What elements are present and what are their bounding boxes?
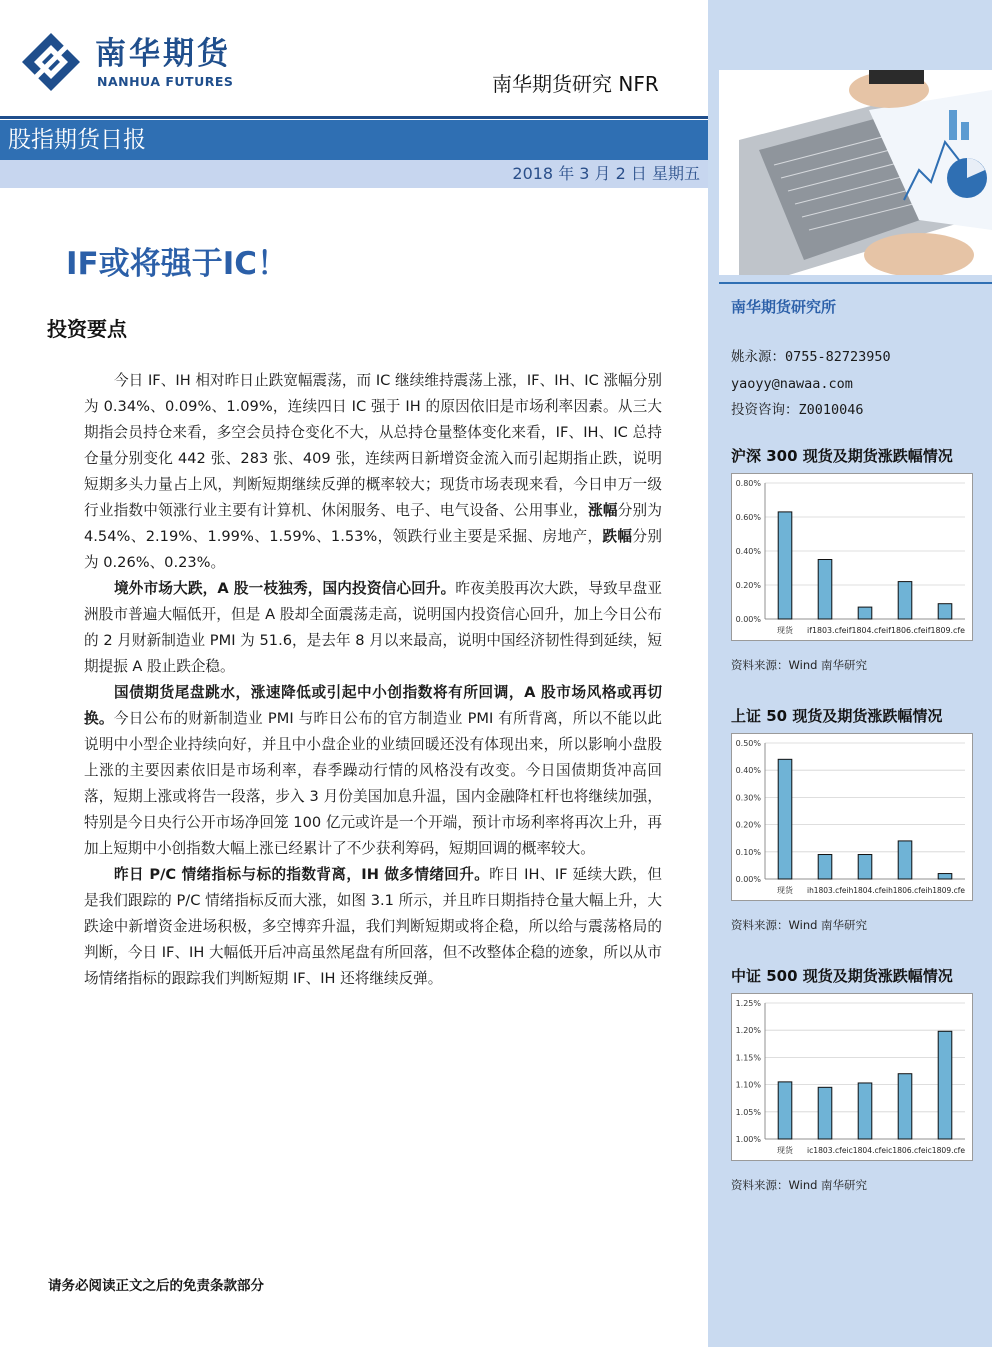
bar-if1809.cfe (938, 604, 952, 619)
y-tick-label: 0.30% (735, 793, 761, 803)
chart-source-zz500: 资料来源：Wind 南华研究 (731, 1178, 868, 1192)
chart-hs300 (731, 473, 973, 641)
y-tick-label: 0.20% (735, 581, 761, 590)
y-tick-label: 0.00% (735, 875, 761, 884)
sidebar-divider (719, 282, 992, 284)
report-title: 股指期货日报 (8, 127, 146, 153)
x-tick-label: 现货 (777, 1146, 793, 1155)
x-tick-label: 现货 (777, 886, 793, 895)
chart-zz500 (731, 993, 973, 1161)
bar-ic1806.cfe (898, 1074, 912, 1139)
logo-text-en: NANHUA FUTURES (97, 74, 234, 89)
x-tick-labels-contracts: ih1803.cfeih1804.cfeih1806.cfeih1809.cfe (807, 886, 966, 895)
chart-title-sz50: 上证 50 现货及期货涨跌幅情况 (731, 707, 943, 725)
y-tick-label: 0.10% (735, 847, 761, 857)
bar-ih1804.cfe (858, 855, 872, 879)
y-tick-label: 1.10% (735, 1080, 761, 1090)
bar-ic1804.cfe (858, 1083, 872, 1139)
y-tick-label: 0.20% (735, 820, 761, 830)
nanhua-logo-icon (20, 31, 82, 93)
x-tick-labels-contracts: if1803.cfeif1804.cfeif1806.cfeif1809.cfe (807, 626, 966, 635)
bar-if1803.cfe (818, 560, 832, 620)
bar-ih1806.cfe (898, 841, 912, 879)
paragraph-4: 昨日 P/C 情绪指标与标的指数背离，IH 做多情绪回升。昨日 IH、IF 延续大跌，但是我们跟踪的 P/C 情绪指标反而大涨，如图 3.1 所示，并且昨日期指持仓量大幅上升，大跌途中新增资金进场积极，多空博弈升温，我们判断短期或将企稳，所以给与震荡格局的判断，今日 IF、IH 大幅低开后冲高虽然尾盘有所回落，但不改整体企稳的迹象，所以从市场情绪指标的跟踪我们判断短期 IF、IH 还将继续反弹。 (84, 866, 662, 987)
bar-if1806.cfe (898, 582, 912, 619)
bar-ih1803.cfe (818, 855, 832, 879)
y-tick-label: 0.50% (735, 739, 761, 748)
chart-frame (732, 994, 973, 1161)
x-tick-label: 现货 (777, 626, 793, 635)
body-text (84, 368, 662, 992)
header-divider (0, 116, 708, 119)
y-tick-label: 1.00% (735, 1135, 761, 1144)
license-number: 投资咨询：Z0010046 (731, 402, 864, 418)
bar-ic1809.cfe (938, 1031, 952, 1139)
y-tick-label: 1.20% (735, 1026, 761, 1036)
chart-frame (732, 474, 973, 641)
bar-ih1809.cfe (938, 874, 952, 879)
chart-source-sz50: 资料来源：Wind 南华研究 (731, 918, 868, 932)
bar-if1804.cfe (858, 607, 872, 619)
section-heading: 投资要点 (47, 317, 127, 341)
report-date: 2018 年 3 月 2 日 星期五 (512, 164, 700, 183)
bar-现货 (778, 759, 792, 879)
y-tick-label: 1.25% (735, 999, 761, 1008)
series-name: 南华期货研究 NFR (492, 72, 659, 96)
chart-frame (732, 734, 973, 901)
analyst-contact: 姚永源：0755-82723950 (731, 349, 891, 365)
paragraph-1: 今日 IF、IH 相对昨日止跌宽幅震荡，而 IC 继续维持震荡上涨，IF、IH、IC 涨幅分别为 0.34%、0.09%、1.09%，连续四日 IC 强于 IH 的原因依旧是市场利率因素。从三大期指会员持仓来看，多空会员持仓变化不大，从总持仓量整体变化来看，IF、IH、IC 总持仓量分别变化 442 张、283 张、409 张，连续两日新增资金流入而引起期指止跌，说明短期多头力量占上风，判断短期继续反弹的概率较大；现货市场表现来看，今日申万一级行业指数中领涨行业主要有计算机、休闲服务、电子、电气设备、公用事业，涨幅分别为 4.54%、2.19%、1.99%、1.59%、1.53%，领跌行业主要是采掘、房地产，跌幅分别为 0.26%、0.23%。 (84, 372, 662, 571)
analyst-email[interactable]: yaoyy@nawaa.com (731, 376, 853, 392)
chart-title-hs300: 沪深 300 现货及期货涨跌幅情况 (731, 447, 953, 465)
y-tick-label: 0.40% (735, 766, 761, 776)
y-tick-label: 1.05% (735, 1107, 761, 1117)
y-tick-label: 0.60% (735, 513, 761, 522)
y-tick-label: 0.40% (735, 547, 761, 556)
institute-name: 南华期货研究所 (731, 298, 837, 316)
chart-title-zz500: 中证 500 现货及期货涨跌幅情况 (731, 967, 953, 985)
y-tick-label: 0.80% (735, 479, 761, 488)
y-tick-label: 1.15% (735, 1053, 761, 1063)
paragraph-2: 境外市场大跌，A 股一枝独秀，国内投资信心回升。昨夜美股再次大跌，导致早盘亚洲股市普遍大幅低开，但是 A 股却全面震荡走高，说明国内投资信心回升，加上今日公布的 2 月财新制造业 PMI 为 51.6，是去年 8 月以来最高，说明中国经济韧性得到延续，短期提振 A 股止跌企稳。 (84, 580, 662, 675)
laptop-report-photo (719, 70, 992, 275)
paragraph-3: 国债期货尾盘跳水，涨速降低或引起中小创指数将有所回调，A 股市场风格或再切换。今日公布的财新制造业 PMI 与昨日公布的官方制造业 PMI 有所背离，所以不能以此说明中小型企业持续向好，并且中小盘企业的业绩回暖还没有体现出来，所以影响小盘股上涨的主要因素依旧是市场利率，春季躁动行情的风格没有改变。今日国债期货冲高回落，短期上涨或将告一段落，步入 3 月份美国加息升温，国内金融降杠杆也将继续加强，特别是今日央行公开市场净回笼 100 亿元或许是一个开端，预计市场利率将再次上升，再加上短期中小创指数大幅上涨已经累计了不少获利筹码，短期回调的概率较大。 (84, 684, 662, 857)
bar-现货 (778, 1082, 792, 1139)
y-tick-label: 0.00% (735, 615, 761, 624)
headline: IF或将强于IC！ (66, 246, 288, 282)
bar-现货 (778, 512, 792, 619)
chart-source-hs300: 资料来源：Wind 南华研究 (731, 658, 868, 672)
bar-ic1803.cfe (818, 1087, 832, 1139)
chart-sz50 (731, 733, 973, 901)
disclaimer-note: 请务必阅读正文之后的免责条款部分 (48, 1278, 264, 1294)
x-tick-labels-contracts: ic1803.cfeic1804.cfeic1806.cfeic1809.cfe (807, 1146, 966, 1155)
logo-text-cn: 南华期货 (95, 36, 231, 72)
